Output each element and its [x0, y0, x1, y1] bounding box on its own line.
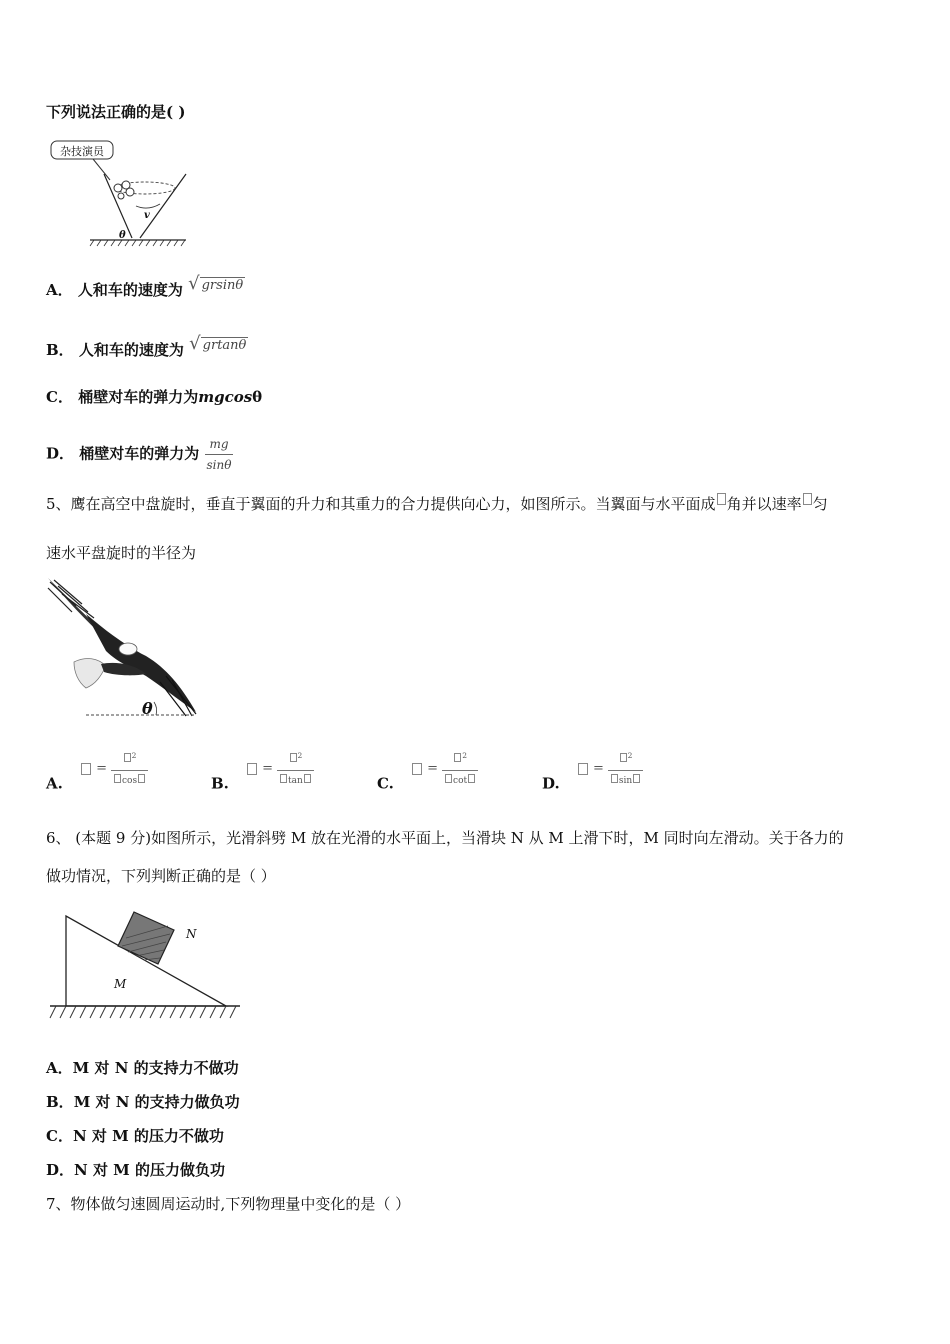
fraction [442, 746, 478, 791]
fraction-numerator: mg [205, 434, 234, 455]
option-text: M 对 N 的支持力做负功 [73, 1093, 240, 1111]
q5-option-d[interactable] [542, 746, 643, 794]
q5-option-a[interactable] [46, 746, 148, 794]
option-letter: A. [46, 774, 63, 793]
q5-option-b[interactable] [211, 746, 314, 794]
missing-glyph [412, 763, 422, 775]
option-text: N 对 M 的压力不做功 [72, 1127, 224, 1145]
option-letter: C. [377, 774, 394, 793]
denominator-func: cos [122, 776, 138, 786]
eagle-figure [46, 576, 198, 718]
cone-v-label: v [144, 210, 150, 221]
wedge-block-figure [48, 908, 244, 1026]
math-prefix: mgcos [198, 388, 253, 406]
missing-glyph [280, 774, 287, 783]
q7-stem: 7、物体做匀速圆周运动时,下列物理量中变化的是（ ） [46, 1195, 411, 1213]
option-letter: D． [46, 1161, 75, 1179]
label-m: M [114, 977, 127, 991]
exponent: 2 [131, 751, 137, 760]
q6-option-d[interactable] [46, 1160, 225, 1180]
exponent: 2 [462, 751, 467, 760]
option-text: N 对 M 的压力做负功 [74, 1161, 225, 1179]
option-text: M 对 N 的支持力不做功 [72, 1059, 239, 1077]
q6-option-b[interactable] [46, 1092, 240, 1112]
denominator-func: cot [453, 776, 468, 786]
missing-glyph [124, 753, 131, 762]
option-letter: C． [46, 1127, 73, 1145]
q4-option-d[interactable] [46, 434, 233, 475]
math-suffix: θ [252, 388, 263, 406]
missing-glyph [114, 774, 121, 783]
sqrt-expression: √ grsinθ [188, 273, 244, 294]
fraction [277, 746, 314, 791]
q5-text-a: 5、鹰在高空中盘旋时，垂直于翼面的升力和其重力的合力提供向心力，如图所示。当翼面与水平面成 [46, 495, 716, 513]
fraction [111, 746, 148, 791]
missing-glyph [445, 774, 452, 783]
missing-glyph [138, 774, 145, 783]
denominator-func: tan [288, 776, 303, 786]
equals-sign: = [96, 760, 108, 776]
acrobat-cone-figure [48, 136, 198, 248]
missing-glyph [717, 493, 726, 505]
q5-option-c[interactable] [377, 746, 478, 794]
missing-glyph [611, 774, 618, 783]
exponent: 2 [627, 751, 633, 760]
option-letter: B． [46, 1093, 74, 1111]
formula [246, 746, 314, 791]
missing-glyph [803, 493, 812, 505]
sqrt-argument: grtanθ [202, 338, 247, 353]
label-n: N [186, 927, 197, 941]
equals-sign: = [592, 760, 604, 776]
q6-option-a[interactable] [46, 1058, 239, 1078]
q6-stem-line1: 6、 (本题 9 分)如图所示，光滑斜劈 M 放在光滑的水平面上，当滑块 N 从 M 上滑下时，M 同时向左滑动。关于各力的 [46, 829, 844, 847]
equals-sign: = [262, 760, 274, 776]
option-letter: B． [46, 341, 74, 359]
fraction-denominator: sinθ [206, 458, 232, 472]
missing-glyph [304, 774, 311, 783]
q6-stem-line2: 做功情况，下列判断正确的是（ ） [46, 867, 276, 885]
missing-glyph [247, 763, 257, 775]
missing-glyph [454, 753, 461, 762]
option-letter: B. [211, 774, 229, 793]
q6-option-c[interactable] [46, 1126, 224, 1146]
fraction [205, 434, 234, 475]
option-letter: A． [46, 281, 73, 299]
q5-stem-line1 [46, 493, 828, 514]
cone-theta-label: θ [119, 230, 126, 241]
fraction [608, 746, 643, 791]
option-letter: D. [542, 774, 560, 793]
q5-text-b: 角并以速率 [726, 495, 802, 513]
q4-option-b[interactable] [46, 333, 248, 364]
sqrt-argument: grsinθ [201, 278, 244, 293]
missing-glyph [468, 774, 475, 783]
option-letter: D． [46, 444, 75, 463]
option-text: 人和车的速度为 [77, 281, 183, 299]
exponent: 2 [297, 751, 303, 760]
missing-glyph [633, 774, 640, 783]
option-text: 桶壁对车的弹力为 [78, 388, 199, 406]
acrobat-label: 杂技演员 [60, 145, 104, 158]
denominator-func: sin [618, 776, 633, 786]
eagle-theta-label: θ [142, 699, 153, 718]
formula [577, 746, 643, 791]
missing-glyph [620, 753, 627, 762]
option-letter: A． [46, 1059, 73, 1077]
missing-glyph [81, 763, 91, 775]
q4-option-c[interactable] [46, 387, 262, 407]
q5-stem-line2: 速水平盘旋时的半径为 [46, 544, 197, 562]
missing-glyph [578, 763, 588, 775]
option-text: 人和车的速度为 [78, 341, 184, 359]
q4-stem: 下列说法正确的是( ) [46, 103, 186, 121]
q4-option-a[interactable] [46, 273, 245, 304]
missing-glyph [290, 753, 297, 762]
equals-sign: = [427, 760, 439, 776]
option-letter: C． [46, 388, 73, 406]
q5-text-c: 匀 [812, 495, 828, 513]
option-text: 桶壁对车的弹力为 [79, 444, 200, 463]
sqrt-expression: √ grtanθ [189, 333, 247, 354]
formula [80, 746, 148, 791]
formula [411, 746, 478, 791]
